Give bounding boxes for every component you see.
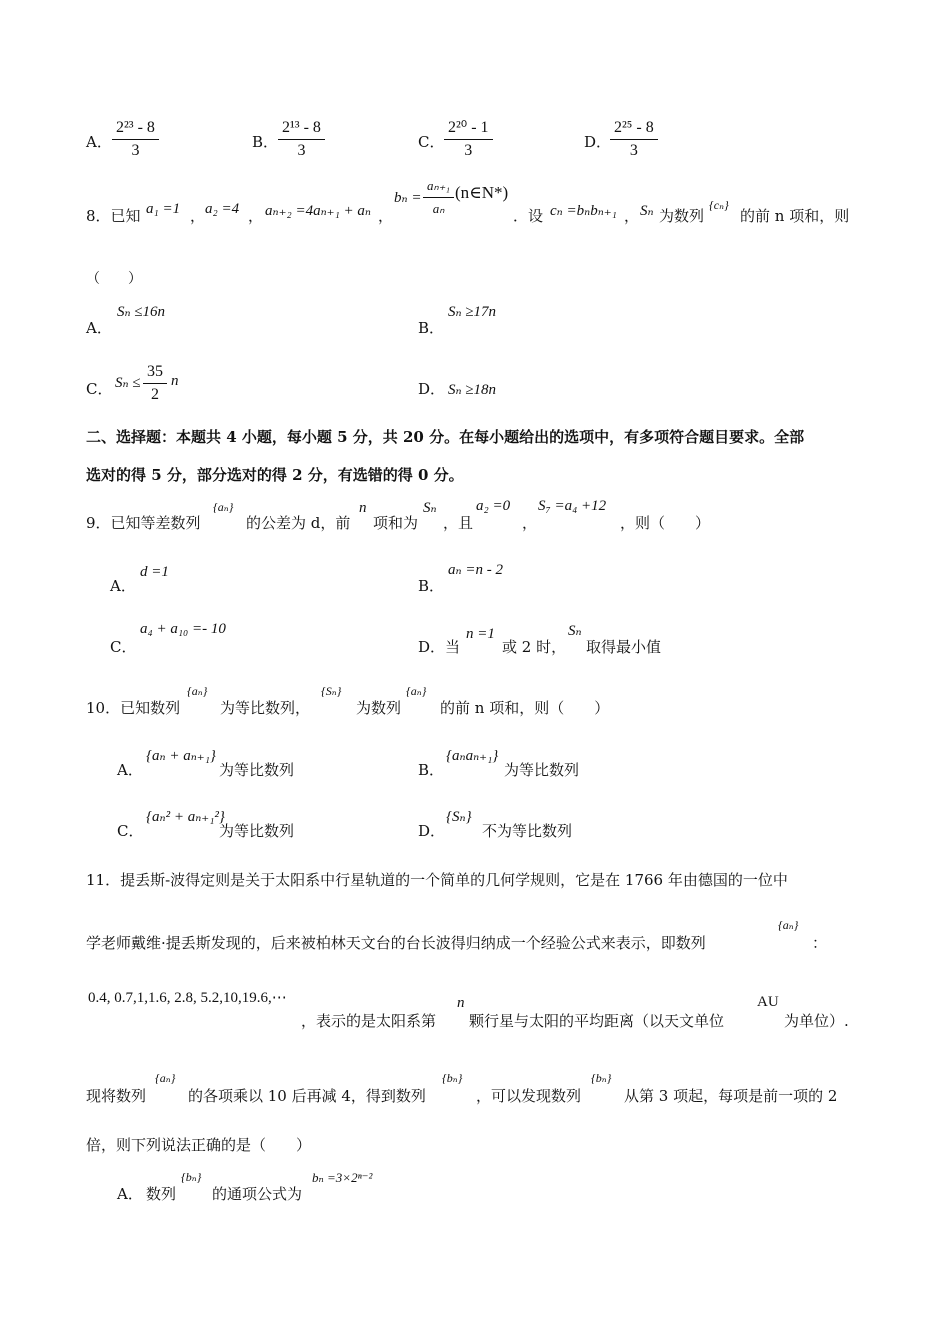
fraction: $\frac{35}{2}$ [143, 361, 167, 406]
fraction: $\frac{\text{2²⁵ - 8}}{3}$ [610, 117, 658, 162]
option-label: A． [86, 133, 112, 151]
fraction: $\frac{\text{2²⁰ - 1}}{3}$ [444, 117, 493, 162]
option-label: C． [418, 133, 445, 151]
bn-fraction: $\frac{\text{aₙ₊₁}}{\text{aₙ}}$ [423, 175, 454, 220]
option-label: D． [584, 133, 612, 151]
fraction: $\frac{\text{2¹³ - 8}}{3}$ [278, 117, 325, 162]
option-label: B． [252, 133, 279, 151]
fraction: $\frac{\text{2²³ - 8}}{3}$ [112, 117, 159, 162]
